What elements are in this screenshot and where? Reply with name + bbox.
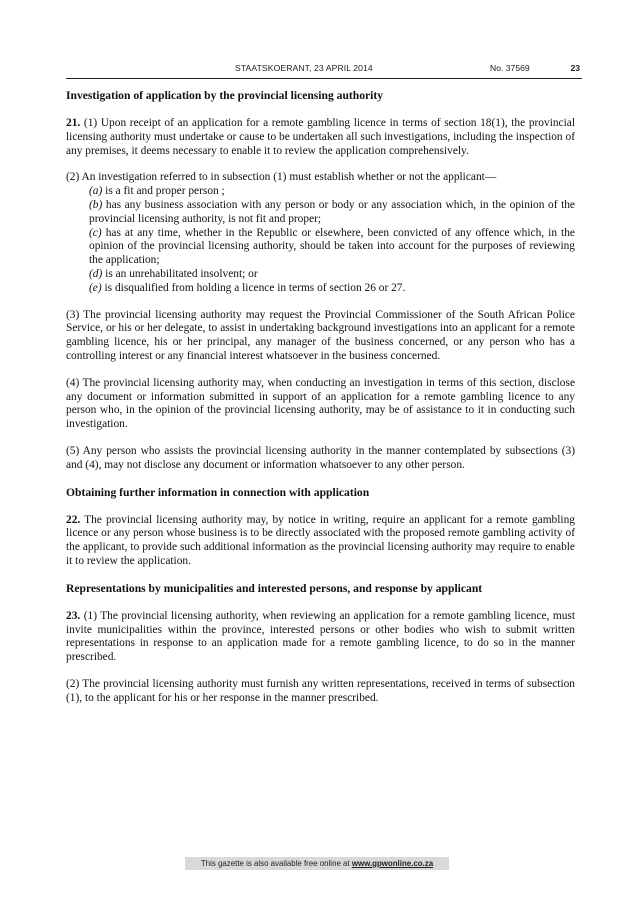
- section-23-paragraph-1: [66, 610, 575, 665]
- page-header: [66, 60, 582, 79]
- section-21-heading: Investigation of application by the provincial licensing authority: [66, 89, 384, 102]
- section-21-paragraph-3: (3) The provincial licensing authority may request the Provincial Commissioner of the South African Police Service, or his or her delegate, to assist in undertaking background investigations into an applicant for a remote gambling licence, his or her principal, any manager of the business concerned, or any person who has a controlling interest or any financial interest whatsoever in the business concerned.: [66, 308, 575, 362]
- section-22-heading: Obtaining further information in connection with application: [66, 485, 370, 499]
- section-21-paragraph-4: (4) The provincial licensing authority may, when conducting an investigation in terms of this section, disclose any document or information submitted in support of an application for a remote gambling licence to any person who, in the opinion of the provincial licensing authority, may be of assistance to it in conducting such investigation.: [66, 376, 575, 431]
- list-item-label: (e): [89, 281, 102, 294]
- section-21-paragraph-5: (5) Any person who assists the provincial licensing authority in the manner contemplated by subsections (3) and (4), may not disclose any document or information whatsoever to any other person.: [66, 444, 575, 471]
- section-21-number: 21.: [66, 117, 81, 129]
- section-23-number: 23.: [66, 609, 81, 622]
- list-item-text: is an unrehabilitated insolvent; or: [105, 267, 258, 280]
- gazette-number: No. 37569: [490, 63, 530, 73]
- document-body: [66, 89, 575, 719]
- gazette-date: STAATSKOERANT, 23 APRIL 2014: [235, 63, 373, 73]
- section-21-paragraph-1: [66, 117, 575, 158]
- section-21-p2-intro: (2) An investigation referred to in subsection (1) must establish whether or not the applicant—: [66, 171, 497, 184]
- list-item-text: is disqualified from holding a licence in terms of section 26 or 27.: [104, 281, 406, 294]
- list-item: [66, 282, 575, 296]
- section-21-p1-text: (1) Upon receipt of an application for a remote gambling licence in terms of section 18(1), the provincial licensing authority must undertake or cause to be undertaken all such investigations, including the inspection of any premises, it deems necessary to enable it to review the application comprehensively.: [66, 117, 575, 157]
- page-footer: [185, 857, 449, 870]
- section-21-paragraph-2: [66, 171, 575, 295]
- list-item: [66, 199, 575, 227]
- list-item-text: is a fit and proper person ;: [105, 185, 225, 198]
- list-item-label: (b): [89, 198, 103, 211]
- list-item-label: (c): [89, 226, 102, 239]
- list-item: [66, 268, 575, 282]
- section-22-paragraph-1: [66, 514, 575, 569]
- list-item-text: has any business association with any person or body or any association which, in the opinion of the provincial licensing authority, is not fit and proper;: [89, 198, 575, 225]
- list-item-label: (d): [89, 267, 103, 280]
- section-23-paragraph-2: (2) The provincial licensing authority must furnish any written representations, received in terms of subsection (1), to the applicant for his or her response in the manner prescribed.: [66, 677, 575, 704]
- list-item: [66, 185, 575, 199]
- page-number: 23: [570, 63, 580, 73]
- section-22-p1-text: The provincial licensing authority may, by notice in writing, require an applicant for a remote gambling licence or any person whose business is to be directly associated with the proposed remote gambling activity of the applicant, to provide such additional information as the provincial licensing authority may require to enable it to review the application.: [66, 513, 575, 567]
- list-item: [66, 227, 575, 268]
- list-item-text: has at any time, whether in the Republic or elsewhere, been convicted of any offence which, in the opinion of the provincial licensing authority, should be taken into account for the purposes of reviewing the application;: [89, 226, 575, 267]
- list-item-label: (a): [89, 185, 103, 198]
- section-22-number: 22.: [66, 513, 81, 526]
- footer-link[interactable]: www.gpwonline.co.za: [351, 859, 434, 868]
- section-23-heading: Representations by municipalities and interested persons, and response by applicant: [66, 581, 483, 595]
- section-23-p1-text: (1) The provincial licensing authority, when reviewing an application for a remote gambling licence, must invite municipalities within the province, interested persons or other bodies who wish to submit written representations in response to an application made for a remote gambling licence, to do so in the manner prescribed.: [66, 609, 576, 664]
- footer-text: This gazette is also available free online at: [200, 859, 350, 868]
